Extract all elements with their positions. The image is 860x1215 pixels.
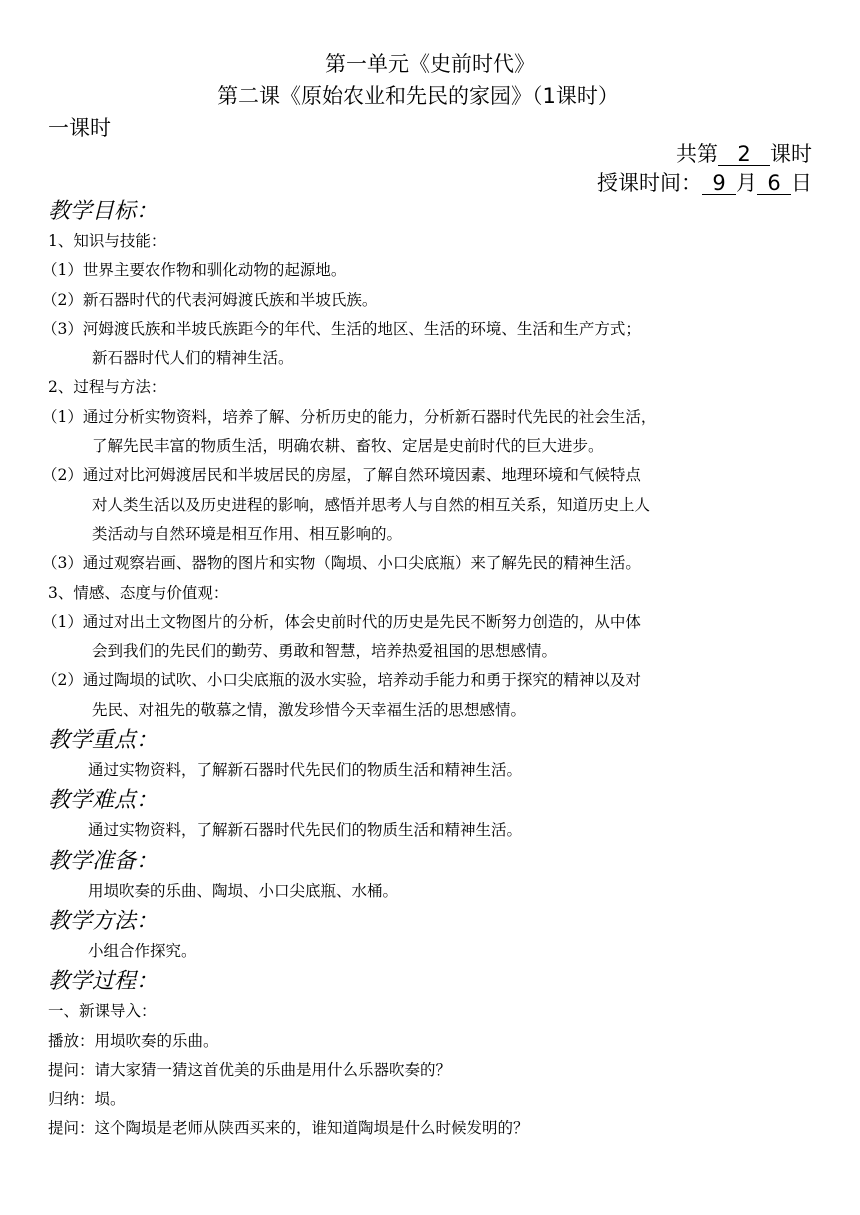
difficulties-text: 通过实物资料，了解新石器时代先民们的物质生活和精神生活。 bbox=[88, 821, 523, 840]
date-month-suffix: 月 bbox=[736, 171, 757, 195]
lesson-title: 第二课《原始农业和先民的家园》（1课时） bbox=[217, 84, 619, 108]
preparation-heading: 教学准备： bbox=[48, 848, 159, 874]
key-points-heading: 教学重点： bbox=[48, 728, 159, 754]
objectives-item: （3）通过观察岩画、器物的图片和实物（陶埙、小口尖底瓶）来了解先民的精神生活。 bbox=[42, 554, 641, 573]
objectives-section-2-title: 2、过程与方法： bbox=[48, 378, 167, 397]
methods-text: 小组合作探究。 bbox=[88, 941, 197, 960]
difficulties-heading: 教学难点： bbox=[48, 788, 159, 814]
lesson-date bbox=[597, 167, 812, 197]
process-line: 提问：请大家猜一猜这首优美的乐曲是用什么乐器吹奏的？ bbox=[48, 1060, 452, 1079]
objectives-item: （1）通过分析实物资料，培养了解、分析历史的能力，分析新石器时代先民的社会生活， bbox=[42, 407, 657, 426]
objectives-item: （2）通过对比河姆渡居民和半坡居民的房屋，了解自然环境因素、地理环境和气候特点 bbox=[42, 466, 641, 485]
process-line: 播放：用埙吹奏的乐曲。 bbox=[48, 1031, 219, 1050]
total-periods bbox=[676, 138, 812, 168]
objectives-item-continuation: 会到我们的先民们的勤劳、勇敢和智慧，培养热爱祖国的思想感情。 bbox=[92, 642, 558, 661]
objectives-item-continuation: 新石器时代人们的精神生活。 bbox=[92, 349, 294, 368]
key-points-text: 通过实物资料，了解新石器时代先民们的物质生活和精神生活。 bbox=[88, 761, 523, 780]
objectives-item: （1）世界主要农作物和驯化动物的起源地。 bbox=[42, 261, 347, 280]
objectives-heading: 教学目标： bbox=[48, 199, 159, 224]
total-suffix: 课时 bbox=[770, 142, 812, 166]
process-line: 一、新课导入： bbox=[48, 1002, 157, 1021]
objectives-item: （2）新石器时代的代表河姆渡氏族和半坡氏族。 bbox=[42, 290, 378, 309]
period-label: 一课时 bbox=[48, 116, 111, 140]
objectives-item-continuation: 先民、对祖先的敬慕之情，激发珍惜今天幸福生活的思想感情。 bbox=[92, 700, 527, 719]
process-line: 提问：这个陶埙是老师从陕西买来的，谁知道陶埙是什么时候发明的？ bbox=[48, 1119, 529, 1138]
objectives-item-continuation: 对人类生活以及历史进程的影响，感悟并思考人与自然的相互关系，知道历史上人 bbox=[92, 495, 651, 514]
date-month: 9 bbox=[702, 172, 736, 195]
preparation-text: 用埙吹奏的乐曲、陶埙、小口尖底瓶、水桶。 bbox=[88, 881, 399, 900]
objectives-section-3-title: 3、情感、态度与价值观： bbox=[48, 583, 229, 602]
total-prefix: 共第 bbox=[676, 142, 718, 166]
date-day-suffix: 日 bbox=[791, 171, 812, 195]
process-heading: 教学过程： bbox=[48, 969, 159, 995]
objectives-section-1-title: 1、知识与技能： bbox=[48, 232, 167, 250]
objectives-item: （2）通过陶埙的试吹、小口尖底瓶的汲水实验，培养动手能力和勇于探究的精神以及对 bbox=[42, 671, 641, 690]
objectives-item: （3）河姆渡氏族和半坡氏族距今的年代、生活的地区、生活的环境、生活和生产方式； bbox=[42, 319, 641, 338]
unit-title: 第一单元《史前时代》 bbox=[325, 52, 535, 76]
date-day: 6 bbox=[757, 172, 791, 195]
methods-heading: 教学方法： bbox=[48, 908, 159, 934]
date-prefix: 授课时间： bbox=[597, 171, 702, 195]
objectives-item: （1）通过对出土文物图片的分析，体会史前时代的历史是先民不断努力创造的，从中体 bbox=[42, 612, 641, 631]
objectives-item-continuation: 类活动与自然环境是相互作用、相互影响的。 bbox=[92, 524, 403, 543]
process-line: 归纳：埙。 bbox=[48, 1090, 126, 1109]
objectives-item-continuation: 了解先民丰富的物质生活，明确农耕、畜牧、定居是史前时代的巨大进步。 bbox=[92, 437, 604, 456]
document-body bbox=[42, 196, 818, 1144]
total-value: 2 bbox=[718, 143, 770, 166]
